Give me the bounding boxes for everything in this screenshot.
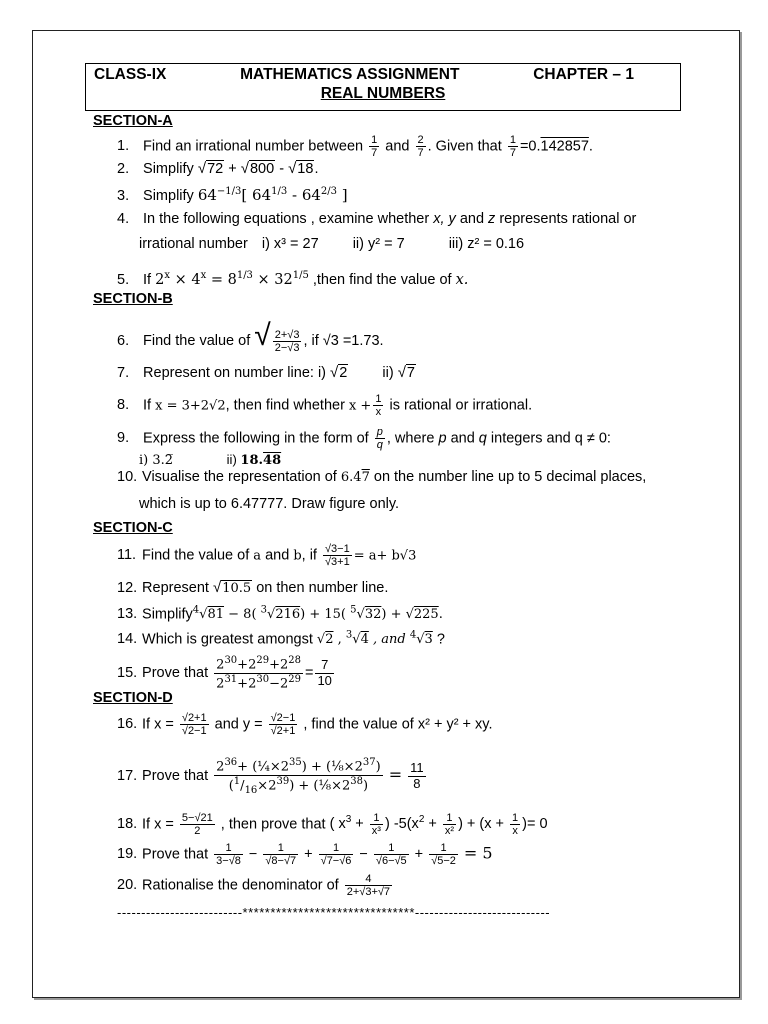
question-7: 7. Represent on number line: i) √2 ii) √7: [117, 364, 415, 381]
question-17: 17. Prove that $\frac{2^{36}+ (\frac{1}{4}\times 2^{35}) + (\frac{1}{8}\times 2^{37})}{(^1/_{16}\times 2^{39}) + (\frac{1}{8}\times 2^{38})}$ = $\frac{11}{8}$: [117, 757, 424, 796]
question-13: 13. Simplify$^4$√81 − 8( $^3$√216) + 15( $^5$√32) + √225.: [117, 605, 443, 623]
section-b-heading: SECTION-B: [93, 291, 173, 307]
chapter-label: CHAPTER – 1: [533, 66, 634, 83]
title-row: [94, 66, 634, 84]
question-3: 3. Simplify $64^{-1/3}$[ $64^{1/3} - 64^{2/3}$ ]: [117, 186, 348, 204]
assignment-label: MATHEMATICS ASSIGNMENT: [240, 66, 460, 83]
section-d-heading: SECTION-D: [93, 690, 173, 706]
question-18: 18. If x = $\frac{5-√21}{2}$ , then prove that ( $x^3$ + $\frac{1}{\text{x³}}$ ) $-5(x^2$ + $\frac{1}{\text{x²}}$ ) + (x + $\frac{1}{x}$ )= 0: [117, 812, 548, 838]
title-box: [85, 63, 681, 111]
topic-title: REAL NUMBERS: [320, 85, 446, 102]
question-20: 20. Rationalise the denominator of $\frac{4}{2+√3+√7}$: [117, 873, 391, 899]
question-1: 1. Find an irrational number between $\frac{1}{7}$ and $\frac{2}{7}$ . Given that $\frac{1}{7}$ =0.142857.: [117, 134, 593, 160]
question-10: 10. Visualise the representation of 6.47 on the number line up to 5 decimal places,: [117, 469, 647, 485]
question-14: 14. Which is greatest amongst √2 , $^3$√4 , and $^4$√3 ?: [117, 630, 445, 648]
question-9-parts: i) 3.2̅ ii) 18.48: [139, 452, 282, 468]
section-c-heading: SECTION-C: [93, 520, 173, 536]
question-4-line2: irrational number i) x³ = 27 ii) y² = 7 iii) z² = 0.16: [139, 236, 525, 252]
question-2: 2. Simplify √72 + √800 - √18.: [117, 160, 319, 177]
question-6: 6. Find the value of √ $\frac{2+√3}{2-√3}$ , if √3 =1.73.: [117, 319, 384, 354]
question-9: 9. Express the following in the form of $\frac{p}{q}$ , where p and q integers and q ≠ 0:: [117, 426, 611, 452]
question-8: 8. If x = 3+2√2, then find whether x + $\frac{1}{x}$ is rational or irrational.: [117, 393, 533, 419]
question-4: 4. In the following equations , examine whether x, y and z represents rational or: [117, 211, 637, 227]
question-5: 5. If $2^x \times 4^x = 8^{1/3} \times 32^{1/5}$ ,then find the value of x.: [117, 270, 469, 288]
question-15: 15. Prove that $\frac{2^{30}+2^{29}+2^{28}}{2^{31}+2^{30}-2^{29}}$ = $\frac{7}{10}$: [117, 655, 332, 691]
class-label: CLASS-IX: [94, 66, 167, 83]
section-a-heading: SECTION-A: [93, 113, 173, 129]
question-11: 11. Find the value of a and b, if $\frac{√3-1}{√3+1}$ = a+ b√3: [117, 543, 417, 569]
question-12: 12. Represent √10.5 on then number line.: [117, 579, 389, 596]
question-10-line2: which is up to 6.47777. Draw figure only.: [139, 496, 400, 512]
question-19: 19. Prove that $\frac{1}{3-√8}$ − $\frac{1}{√8-√7}$ + $\frac{1}{√7-√6}$ − $\frac{1}{√6-√5}$ + $\frac{1}{√5-2}$ = 5: [117, 842, 493, 868]
footer-divider: --------------------------*******************************----------------------------: [117, 905, 551, 920]
question-16: 16. If x = $\frac{√2+1}{√2-1}$ and y = $\frac{√2-1}{√2+1}$ , find the value of x² + y² + xy.: [117, 712, 493, 738]
